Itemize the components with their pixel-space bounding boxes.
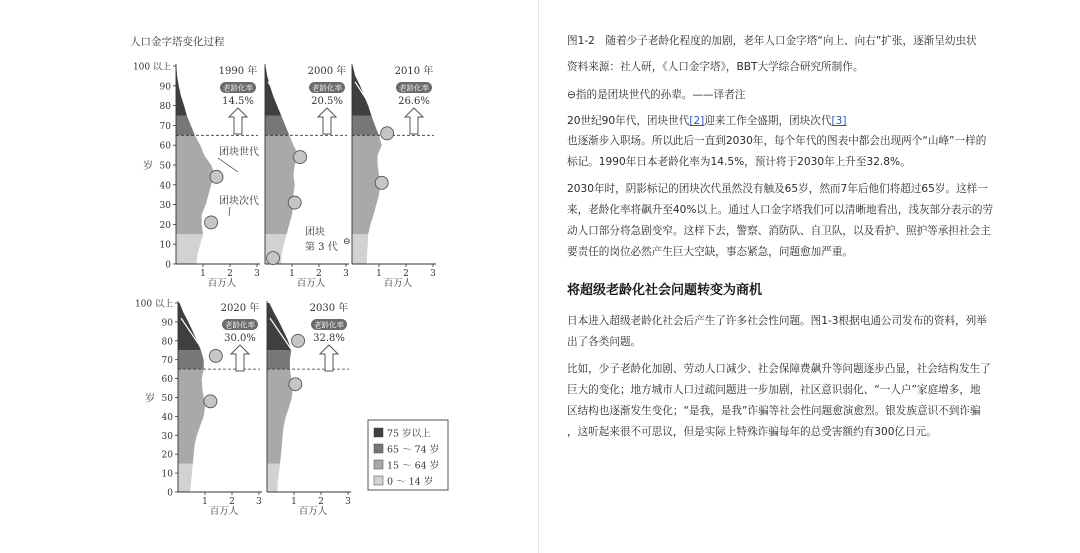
generation-marker xyxy=(205,216,218,229)
x-axis-unit: 百万人 xyxy=(209,506,239,517)
y-tick-label: 10 xyxy=(159,240,171,251)
band-age-0-14 xyxy=(176,234,203,264)
y-tick-label: 50 xyxy=(159,161,171,172)
paragraph-4-line-3: 区结构也逐渐发生变化；“是我，是我”诈骗等社会性问题愈演愈烈。银发族意识不到诈骗 xyxy=(567,405,981,417)
y-tick-label: 90 xyxy=(161,318,173,329)
y-tick-label: 80 xyxy=(159,102,171,113)
band-age-65-74 xyxy=(352,116,379,136)
band-age-65-74 xyxy=(178,350,204,369)
figure-caption: 图1-2 随着少子老龄化程度的加剧，老年人口金字塔“向上、向右”扩张，逐渐呈幼虫状 xyxy=(567,35,977,47)
y-tick-label: 80 xyxy=(161,337,173,348)
paragraph-4-line-1: 比如，少子老龄化加剧、劳动人口减少、社会保障费飙升等问题逐步凸显，社会结构发生了 xyxy=(567,363,991,375)
x-tick-label: 2 xyxy=(316,269,322,279)
legend-label: 65 ～ 74 岁 xyxy=(387,444,440,456)
annotation-third-gen-line-2: 第 3 代 xyxy=(305,242,338,253)
generation-marker xyxy=(267,252,280,265)
paragraph-4-line-2: 巨大的变化；地方城市人口过疏问题进一步加剧，社区意识弱化、“一人户”家庭增多，地 xyxy=(567,384,981,396)
aging-rate-value: 30.0% xyxy=(224,333,256,344)
x-tick-label: 2 xyxy=(227,269,233,279)
annotation-dankai-junior: 团块次代 xyxy=(219,196,259,207)
aging-rate-badge-label: 老龄化率 xyxy=(223,83,253,93)
y-tick-label: 70 xyxy=(161,356,173,367)
footnote-link-3[interactable]: [3] xyxy=(831,115,847,127)
aging-rate-badge-label: 老龄化率 xyxy=(314,320,344,330)
aging-rate-badge-label: 老龄化率 xyxy=(312,83,342,93)
up-arrow-icon xyxy=(231,345,249,371)
legend-swatch xyxy=(374,428,383,437)
paragraph-3-line-2: 出了各类问题。 xyxy=(567,336,642,348)
x-tick-label: 1 xyxy=(200,269,206,279)
annotation-leader-line xyxy=(218,158,238,172)
paragraph-2-line-3: 动人口部分将急剧变窄。这样下去，警察、消防队、自卫队，以及看护、照护等承担社会主 xyxy=(567,225,991,237)
legend xyxy=(368,420,448,490)
y-tick-label: 70 xyxy=(159,121,171,132)
generation-marker xyxy=(375,176,388,189)
paragraph-4-line-4: ，这听起来很不可思议，但是实际上特殊诈骗每年的总受害额约有300亿日元。 xyxy=(567,426,937,438)
y-tick-label: 20 xyxy=(159,220,171,231)
legend-swatch xyxy=(374,460,383,469)
p1-text-b: 迎来工作全盛期，团块次代 xyxy=(704,115,832,127)
band-age-15-64 xyxy=(265,135,299,234)
x-axis-unit: 百万人 xyxy=(296,278,326,289)
legend-swatch xyxy=(374,476,383,485)
band-age-65-74 xyxy=(265,116,289,136)
x-tick-label: 2 xyxy=(229,497,235,507)
paragraph-2-line-4: 要责任的岗位必然产生巨大空缺，事态紧急，问题愈加严重。 xyxy=(567,246,854,258)
legend-swatch xyxy=(374,444,383,453)
paragraph-1-line-2: 也逐渐步入职场。所以此后一直到2030年，每个年代的图表中都会出现两个“山峰”一样的 xyxy=(567,135,987,147)
up-arrow-icon xyxy=(229,108,247,134)
y-tick-label: 30 xyxy=(159,201,171,212)
y-tick-label: 0 xyxy=(165,260,171,271)
up-arrow-icon xyxy=(405,108,423,134)
x-tick-label: 3 xyxy=(256,497,262,507)
annotation-third-gen-line-1: 团块 xyxy=(305,227,325,238)
aging-rate-value: 32.8% xyxy=(313,333,345,344)
y-axis-label: 岁 xyxy=(145,393,155,405)
section-heading: 将超级老龄化社会问题转变为商机 xyxy=(567,283,763,298)
y-tick-label: 100 以上 xyxy=(134,299,173,310)
band-age-65-74 xyxy=(176,116,195,136)
x-tick-label: 1 xyxy=(291,497,297,507)
pyramid-panel xyxy=(133,61,260,290)
panel-year: 2010 年 xyxy=(394,66,434,77)
y-tick-label: 30 xyxy=(161,431,173,442)
p1-text-a: 20世纪90年代，团块世代 xyxy=(567,115,690,127)
y-tick-label: 40 xyxy=(161,412,173,423)
y-tick-label: 50 xyxy=(161,394,173,404)
x-axis-unit: 百万人 xyxy=(207,278,237,289)
y-tick-label: 10 xyxy=(161,469,173,480)
figure-title: 人口金字塔变化过程 xyxy=(130,36,225,48)
generation-marker xyxy=(292,334,305,347)
translator-footnote: ⊖指的是团块世代的孙辈。——译者注 xyxy=(567,89,746,101)
pyramid-panel xyxy=(135,298,262,518)
generation-marker xyxy=(288,196,301,209)
aging-rate-value: 14.5% xyxy=(222,96,254,107)
aging-rate-badge-label: 老龄化率 xyxy=(225,320,255,330)
y-tick-label: 60 xyxy=(159,141,171,152)
x-tick-label: 3 xyxy=(254,269,260,279)
x-tick-label: 1 xyxy=(202,497,208,507)
footnote-link-2[interactable]: [2] xyxy=(689,115,705,127)
y-tick-label: 90 xyxy=(159,82,171,93)
panel-year: 2000 年 xyxy=(307,66,347,77)
generation-marker xyxy=(289,378,302,391)
pyramid-panel xyxy=(267,301,351,517)
y-tick-label: 20 xyxy=(161,450,173,461)
paragraph-2-line-1: 2030年时，阴影标记的团块次代虽然没有触及65岁，然而7年后他们将超过65岁。这样一 xyxy=(567,183,988,195)
aging-rate-value: 26.6% xyxy=(398,96,430,107)
legend-label: 0 ～ 14 岁 xyxy=(387,476,434,488)
band-age-0-14 xyxy=(352,234,368,264)
paragraph-3-line-1: 日本进入超级老龄化社会后产生了许多社会性问题。图1-3根据电通公司发布的资料，列举 xyxy=(567,315,987,327)
aging-rate-value: 20.5% xyxy=(311,96,343,107)
y-tick-label: 60 xyxy=(161,375,173,386)
legend-label: 15 ～ 64 岁 xyxy=(387,460,440,472)
right-page xyxy=(540,0,1080,553)
annotation-dankai-generation: 团块世代 xyxy=(219,147,259,158)
left-page xyxy=(0,0,539,553)
paragraph-1-line-3: 标记。1990年日本老龄化率为14.5%，预计将于2030年上升至32.8%。 xyxy=(567,156,911,168)
paragraph-2-line-2: 来，老龄化率将飙升至40%以上。通过人口金字塔我们可以清晰地看出，浅灰部分表示的劳 xyxy=(567,204,994,216)
pyramid-panel xyxy=(352,64,436,289)
y-axis-label: 岁 xyxy=(143,160,153,172)
generation-marker xyxy=(381,127,394,140)
source-note: 资料来源：社人研，《人口金字塔》，BBT大学综合研究所制作。 xyxy=(567,61,864,73)
pyramid-panel xyxy=(265,64,349,289)
panel-year: 1990 年 xyxy=(218,66,258,77)
y-tick-label: 100 以上 xyxy=(132,62,171,73)
band-age-0-14 xyxy=(267,464,280,492)
panel-year: 2020 年 xyxy=(220,303,260,314)
x-tick-label: 3 xyxy=(430,269,436,279)
x-tick-label: 2 xyxy=(403,269,409,279)
x-tick-label: 3 xyxy=(345,497,351,507)
band-age-75-plus xyxy=(352,66,371,116)
y-tick-label: 0 xyxy=(167,488,173,499)
band-age-0-14 xyxy=(178,464,193,492)
legend-label: 75 岁以上 xyxy=(387,428,431,440)
generation-marker xyxy=(210,170,223,183)
y-tick-label: 40 xyxy=(159,181,171,192)
x-tick-label: 1 xyxy=(289,269,295,279)
up-arrow-icon xyxy=(320,345,338,371)
x-axis-unit: 百万人 xyxy=(298,506,328,517)
up-arrow-icon xyxy=(318,108,336,134)
aging-rate-badge-label: 老龄化率 xyxy=(399,83,429,93)
x-axis-unit: 百万人 xyxy=(383,278,413,289)
generation-marker xyxy=(204,395,217,408)
x-tick-label: 3 xyxy=(343,269,349,279)
population-pyramid-figure xyxy=(0,0,538,553)
annotation-leader-line xyxy=(229,207,230,216)
x-tick-label: 2 xyxy=(318,497,324,507)
paragraph-1-line-1 xyxy=(567,114,1017,128)
band-age-15-64 xyxy=(178,369,205,464)
generation-marker xyxy=(209,349,222,362)
generation-marker xyxy=(294,151,307,164)
annotation-third-gen-note-mark: ⊖ xyxy=(343,237,351,247)
panel-year: 2030 年 xyxy=(309,303,349,314)
band-age-65-74 xyxy=(267,350,291,369)
x-tick-label: 1 xyxy=(376,269,382,279)
